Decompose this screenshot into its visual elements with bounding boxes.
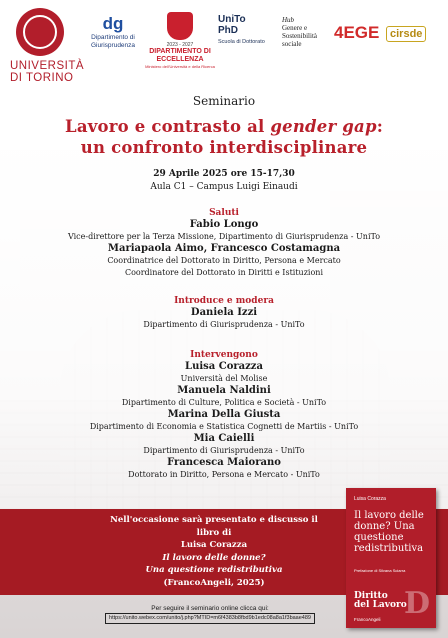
book-author: Luisa Corazza xyxy=(354,496,386,502)
introduce-section xyxy=(0,295,448,331)
section-heading: Intervengono xyxy=(190,350,258,360)
speaker-role: Università del Molise xyxy=(180,374,268,383)
book-banner-text: Nell'occasione sarà presentato e discusso il libro di Luisa Corazza Il lavoro delle donne? Una questione redistributiva (FrancoAngeli, 2025) xyxy=(110,515,318,588)
section-heading: Saluti xyxy=(209,208,239,218)
speaker-role: Dipartimento di Economia e Statistica Cognetti de Martiis - UniTo xyxy=(89,422,359,431)
phd-school-logo: UniTo PhD Scuola di Dottorato xyxy=(218,14,265,45)
speaker-name: Mia Caielli xyxy=(193,433,255,444)
event-place: Aula C1 – Campus Luigi Einaudi xyxy=(150,182,298,192)
logo-header xyxy=(0,0,448,98)
speaker-role: Dipartimento di Culture, Politica e Società - UniTo xyxy=(121,398,327,407)
book-series-mark: D xyxy=(403,586,430,621)
speaker-role: Vice-direttore per la Terza Missione, Dipartimento di Giurisprudenza - UniTo xyxy=(67,232,381,241)
event-title: Lavoro e contrasto al gender gap: un confronto interdisciplinare xyxy=(65,117,383,157)
speaker-name: Luisa Corazza xyxy=(185,361,263,372)
hub-gender-logo: Hub Genere e Sostenibilità sociale xyxy=(282,16,317,48)
unito-name: UNIVERSITÀ DI TORINO xyxy=(10,60,85,84)
webex-link[interactable]: https://unito.webex.com/unito/j.php?MTID=m6f4383b8fbd9b1edc08a8a1f3baae489 xyxy=(105,613,315,624)
4ege-logo: 4EGE xyxy=(334,23,380,42)
online-info xyxy=(60,604,360,624)
excellence-logo: 2023 - 2027 DIPARTIMENTO DI ECCELLENZA Ministero dell'Università e della Ricerca xyxy=(142,12,218,69)
speaker-name: Marina Della Giusta xyxy=(167,409,281,420)
speaker-role: Coordinatrice del Dottorato in Diritto, Persona e Mercato xyxy=(107,256,341,265)
dg-logo: dg Dipartimento di Giurisprudenza xyxy=(90,14,136,49)
online-text: Per seguire il seminario online clicca qui: xyxy=(151,605,269,612)
speaker-role: Coordinatore del Dottorato in Diritti e Istituzioni xyxy=(124,268,324,277)
excellence-badge-icon xyxy=(167,12,193,40)
event-date: 29 Aprile 2025 ore 15-17,30 xyxy=(153,169,295,179)
intervengono-section xyxy=(0,349,448,481)
speaker-role: Dipartimento di Giurisprudenza - UniTo xyxy=(143,446,305,455)
speaker-role: Dottorato in Diritto, Persona e Mercato - UniTo xyxy=(128,470,320,479)
speaker-name: Daniela Izzi xyxy=(190,307,258,318)
speaker-name: Fabio Longo xyxy=(189,219,259,230)
book-publisher: FrancoAngeli xyxy=(354,617,381,622)
unito-logo xyxy=(10,8,85,84)
saluti-section xyxy=(0,207,448,279)
speaker-name: Mariapaola Aimo, Francesco Costamagna xyxy=(107,243,341,254)
section-heading: Introduce e modera xyxy=(174,296,274,306)
unito-seal-icon xyxy=(16,8,64,56)
speaker-name: Manuela Naldini xyxy=(177,385,271,396)
speaker-role: Dipartimento di Giurisprudenza - UniTo xyxy=(143,320,305,329)
event-kind: Seminario xyxy=(192,94,256,108)
book-preface: Prefazione di Silvana Sciarra xyxy=(354,568,406,573)
book-cover xyxy=(346,488,436,628)
speaker-name: Francesca Maiorano xyxy=(167,457,281,468)
book-title: Il lavoro delle donne? Una questione redistributiva xyxy=(354,510,424,554)
book-series: Diritto del Lavoro xyxy=(354,591,407,610)
cirsde-logo: cirsde xyxy=(386,24,440,42)
